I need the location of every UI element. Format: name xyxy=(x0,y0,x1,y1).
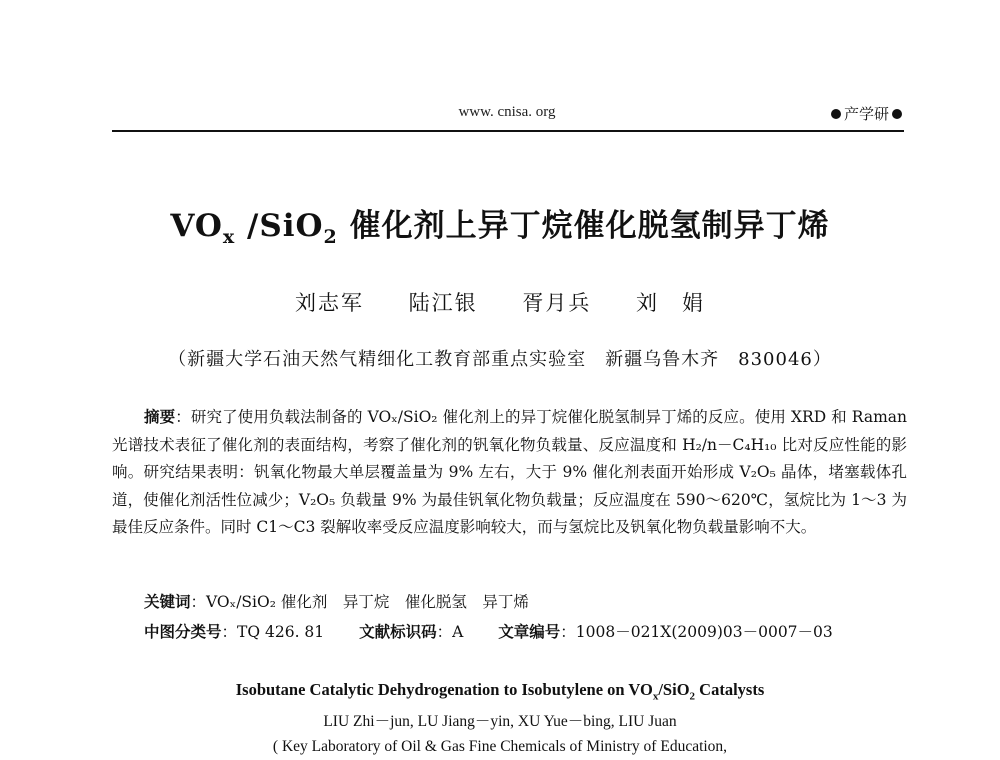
abstract-text: ：研究了使用负载法制备的 VOₓ/SiO₂ 催化剂上的异丁烷催化脱氢制异丁烯的反应。使用 XRD 和 Raman 光谱技术表征了催化剂的表面结构，考察了催化剂的钒氧化物负载量、反应温度和 H₂/n－C₄H₁₀ 比对反应性能的影响。研究结果表明：钒氧化物最大单层覆盖量为 9% 左右，大于 9% 催化剂表面开始形成 V₂O₅ 晶体，堵塞载体孔道，使催化剂活性位减少；V₂O₅ 负载量 9% 为最佳钒氧化物负载量；反应温度在 590～620℃，氢烷比为 1～3 为最佳反应条件。同时 C1～C3 裂解收率受反应温度影响较大，而与氢烷比及钒氧化物负载量影响不大。 xyxy=(112,408,907,536)
abstract xyxy=(112,403,907,542)
english-affiliation: ( Key Laboratory of Oil & Gas Fine Chemicals of Ministry of Education, xyxy=(272,738,728,755)
paper-title: $VO_x$ /SiO$_2$ 催化剂上异丁烷催化脱氢制异丁烯 xyxy=(170,208,830,248)
article-number: 文章编号：1008－021X(2009)03－0007－03 xyxy=(498,622,833,641)
bullet-icon xyxy=(831,109,841,119)
abstract-label: 摘要 xyxy=(144,407,176,426)
journal-url[interactable]: www. cnisa. org xyxy=(458,104,556,120)
affiliation: （新疆大学石油天然气精细化工教育部重点实验室 新疆乌鲁木齐 830046） xyxy=(168,349,832,370)
document-code: 文献标识码：A xyxy=(359,622,464,641)
clc-number: 中图分类号：TQ 426. 81 xyxy=(144,622,325,641)
keywords-text: ：VOₓ/SiO₂ 催化剂 异丁烷 催化脱氢 异丁烯 xyxy=(190,593,529,611)
running-header xyxy=(112,104,902,126)
author: 陆江银 xyxy=(408,291,478,315)
header-divider xyxy=(112,130,904,132)
section-label: 产学研 xyxy=(843,105,889,123)
keywords-label: 关键词 xyxy=(144,592,191,611)
author: 胥月兵 xyxy=(522,291,592,315)
bullet-icon xyxy=(892,109,902,119)
author-list xyxy=(0,287,1000,317)
keywords xyxy=(144,590,529,612)
author: 刘 娟 xyxy=(636,291,706,315)
english-authors: LIU Zhi－jun, LU Jiang－yin, XU Yue－bing, LIU Juan xyxy=(323,713,677,730)
section-tag xyxy=(831,103,902,124)
english-title: Isobutane Catalytic Dehydrogenation to Isobutylene on $VO_x/SiO_2$ Catalysts xyxy=(235,680,765,703)
classification-line xyxy=(144,620,904,642)
author: 刘志军 xyxy=(294,291,364,315)
